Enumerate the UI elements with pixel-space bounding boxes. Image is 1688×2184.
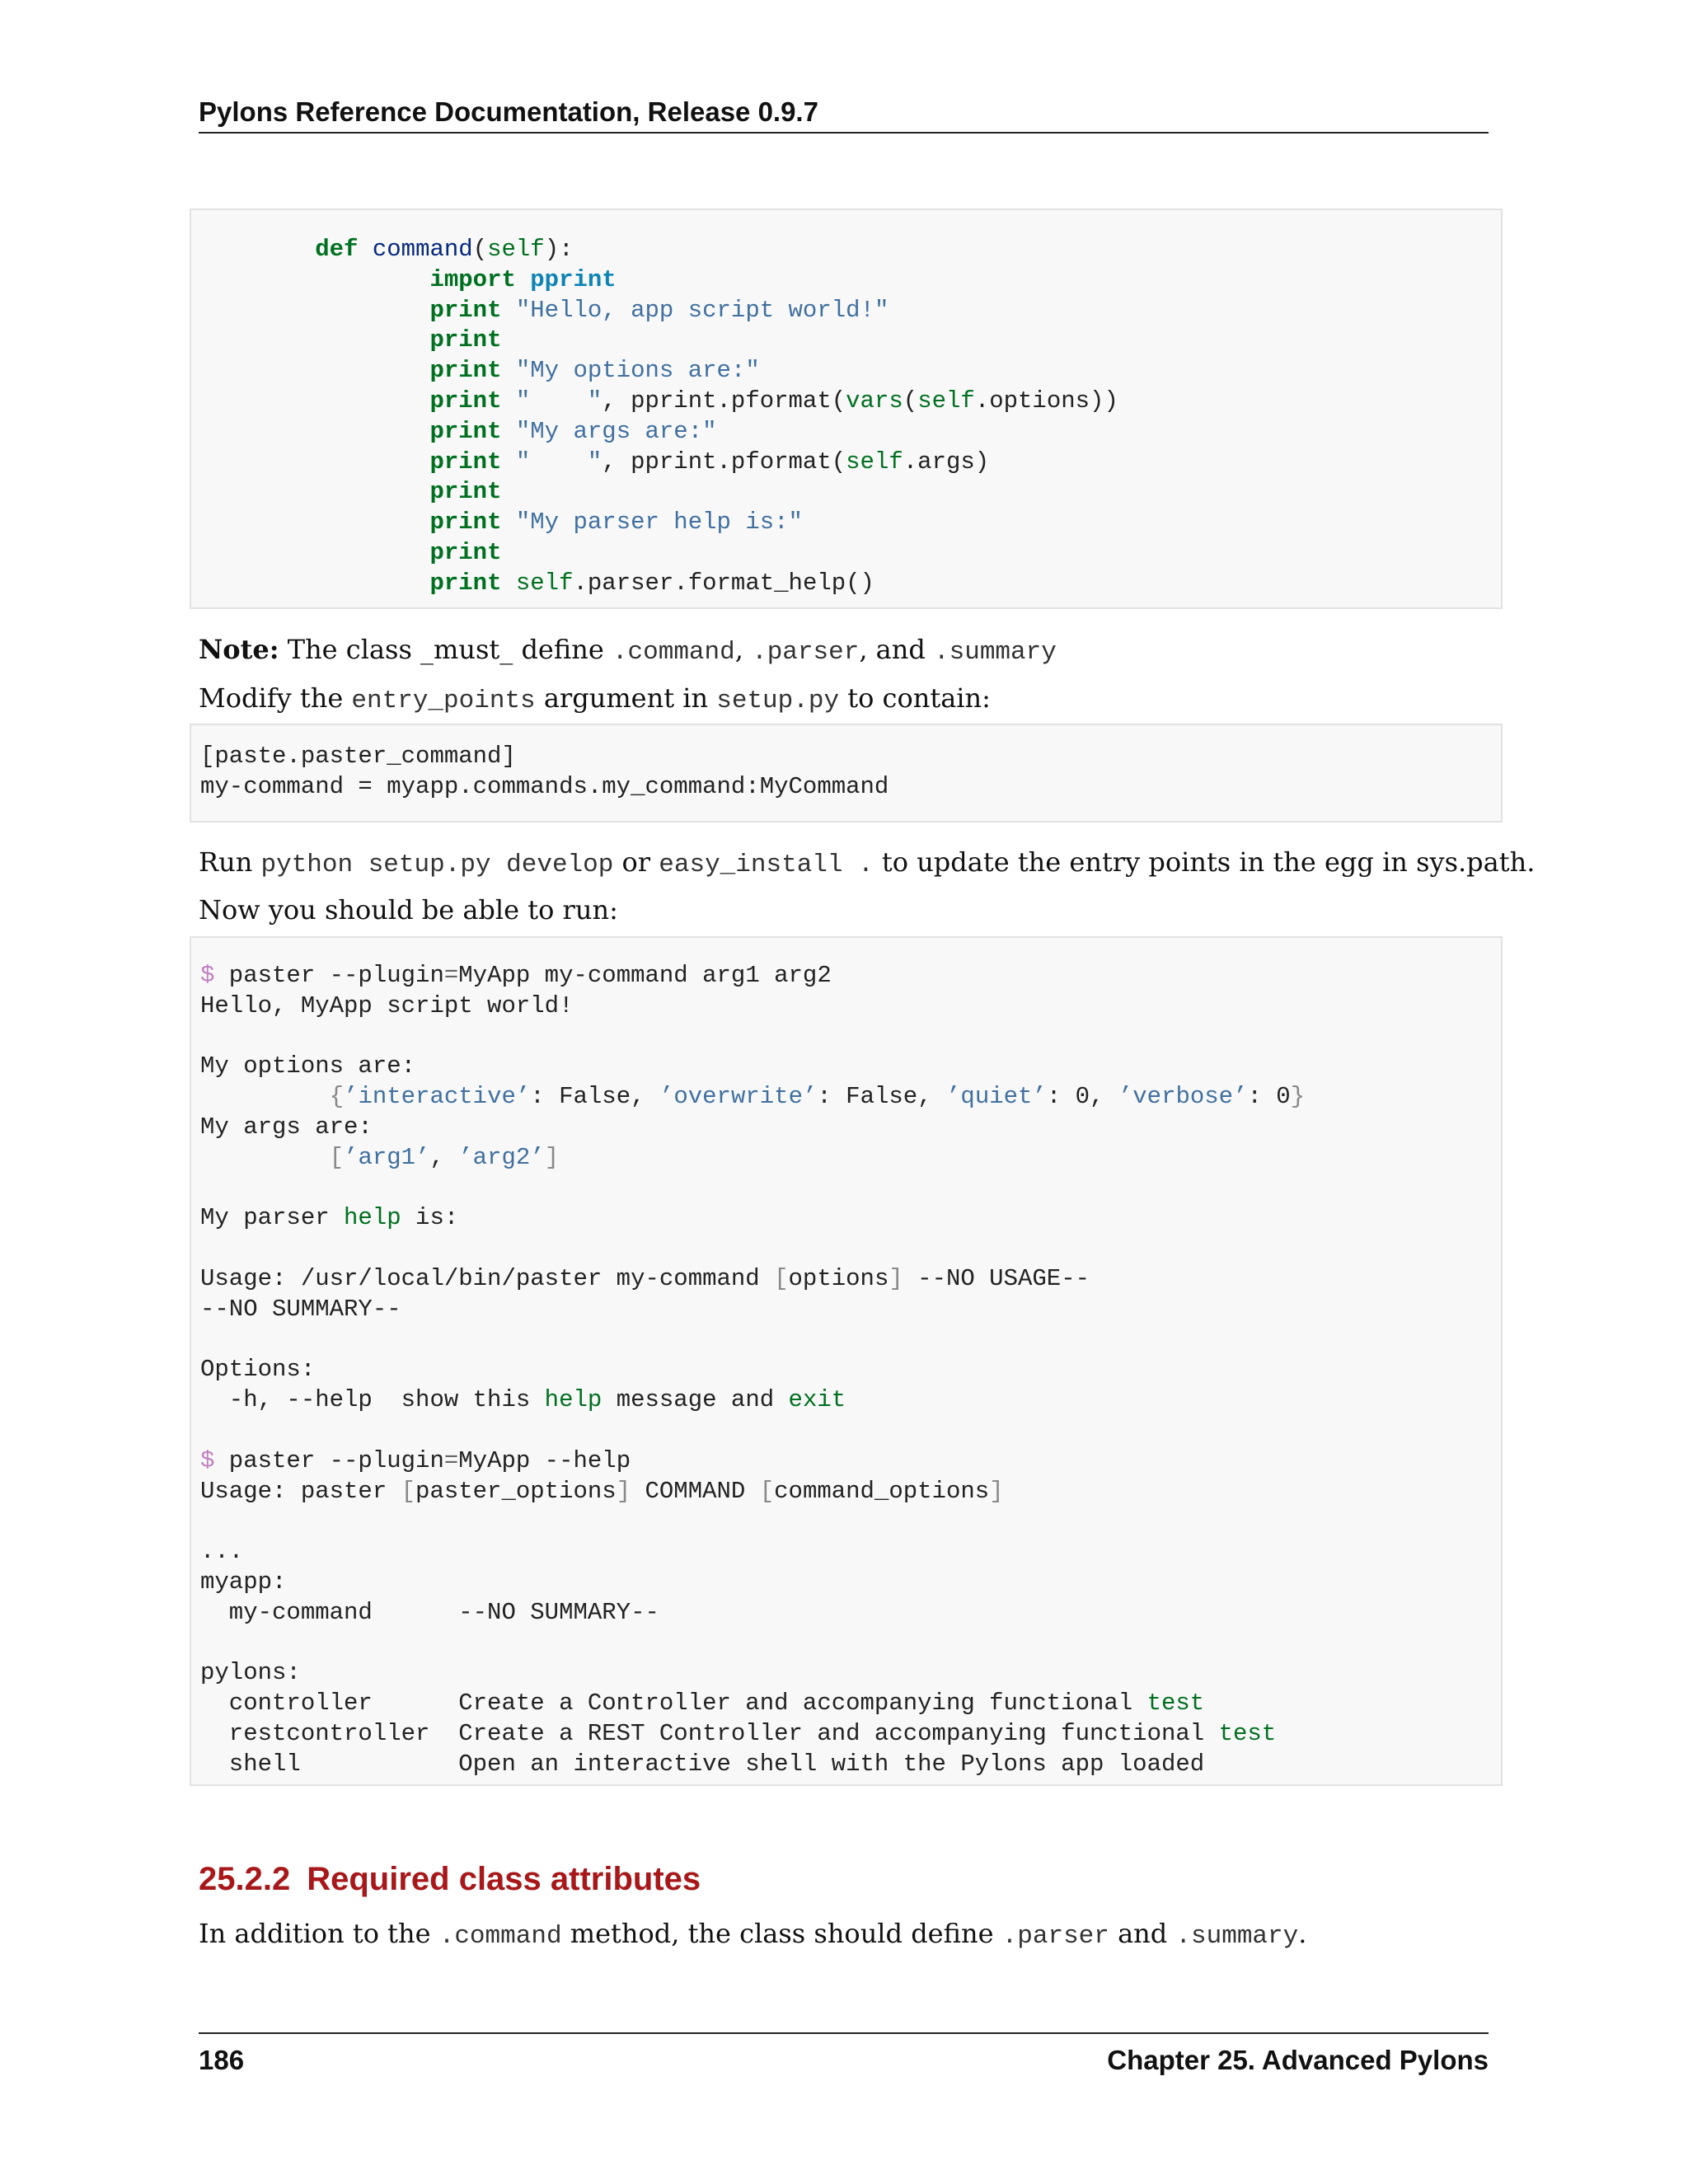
code-token: : False, [530, 1083, 659, 1111]
code-line [200, 1568, 1501, 1598]
code-token: : False, [817, 1083, 947, 1111]
running-header [199, 94, 1489, 134]
code-token: -h, --help show this [200, 1386, 545, 1414]
code-line [200, 235, 1501, 265]
code-token: [ [329, 1143, 345, 1171]
code-line [200, 1658, 1501, 1689]
now-paragraph: Now you should be able to run: [199, 894, 618, 926]
code-line [200, 448, 1501, 478]
code-token [200, 509, 429, 536]
code-token [516, 266, 530, 293]
code-token: .parser.format_help() [573, 569, 874, 597]
code-token: ’verbose’ [1118, 1083, 1248, 1111]
code-token: my-command --NO SUMMARY-- [200, 1598, 659, 1626]
code-token: MyApp --help [458, 1446, 631, 1474]
code-line [200, 1416, 1501, 1446]
code-token: ’overwrite’ [659, 1083, 818, 1111]
code-line [200, 1629, 1501, 1659]
code-token: print [429, 296, 502, 324]
code-token: message and [602, 1386, 789, 1414]
code-token [200, 448, 429, 476]
code-token: print [429, 357, 502, 385]
code-token: [ [774, 1264, 789, 1292]
code-line [200, 569, 1501, 599]
code-token [501, 509, 515, 536]
code-token: exit [788, 1386, 846, 1414]
code-token [200, 1144, 330, 1171]
chapter-title: Chapter 25. Advanced Pylons [1107, 2045, 1489, 2075]
code-token: Hello, MyApp script world! [200, 991, 574, 1019]
section-heading [199, 1858, 701, 1900]
code-token [200, 387, 429, 415]
code-token: options [788, 1264, 889, 1292]
code-command: .command [612, 638, 735, 667]
code-token: myapp: [200, 1568, 287, 1596]
code-token [200, 418, 429, 445]
code-token: paster_options [415, 1477, 617, 1505]
code-token: ’arg2’ [458, 1143, 545, 1171]
code-line [200, 1264, 1501, 1295]
page-number: 186 [199, 2045, 245, 2075]
code-token [200, 326, 429, 354]
code-line [200, 961, 1501, 991]
code-block-entry-points [190, 724, 1503, 823]
code-develop-command: python setup.py develop [260, 851, 614, 879]
code-line [200, 1174, 1501, 1204]
code-token: .args) [903, 448, 990, 476]
code-line [200, 1446, 1501, 1477]
code-line [200, 1477, 1501, 1507]
code-token: def [315, 236, 359, 263]
code-token: print [429, 538, 502, 566]
running-footer [199, 2032, 1489, 2079]
code-line [200, 742, 1501, 772]
code-block-terminal-session [190, 936, 1503, 1786]
section-number: 25.2.2 [199, 1861, 291, 1897]
code-token [501, 357, 515, 384]
code-token: ( [472, 236, 488, 263]
code-token: pylons: [200, 1659, 301, 1687]
code-token: test [1146, 1690, 1205, 1718]
section-title-text: Required class attributes [307, 1861, 701, 1897]
code-token: [ [401, 1477, 416, 1505]
code-token: ... [200, 1538, 244, 1566]
code-token: , [429, 1143, 459, 1171]
code-line [200, 1719, 1501, 1750]
code-token: print [429, 569, 502, 597]
code-token [501, 418, 515, 445]
code-token: ] [989, 1477, 1004, 1505]
note-label: Note: [199, 634, 279, 665]
code-line [200, 772, 1501, 803]
code-token [200, 236, 315, 263]
code-token: "Hello, app script world!" [515, 296, 889, 324]
code-line [200, 538, 1501, 569]
code-token: = [443, 962, 459, 989]
code-token: $ [200, 962, 215, 989]
code-token: , pprint.pformat( [602, 448, 846, 476]
code-token: = [443, 1446, 459, 1474]
code-line [200, 356, 1501, 387]
code-token: help [544, 1386, 603, 1414]
code-token: print [429, 387, 502, 415]
code-line [200, 1052, 1501, 1082]
code-token: command_options [774, 1477, 990, 1505]
code-token: { [329, 1083, 345, 1111]
note-paragraph: Note: The class _must_ define .command, .parser, and .summary [199, 634, 1057, 667]
code-token: [ [759, 1477, 775, 1505]
code-token: My parser [200, 1204, 345, 1232]
code-token: test [1218, 1719, 1277, 1747]
code-token: self [917, 387, 975, 415]
code-token: Options: [200, 1356, 316, 1384]
code-token [200, 1083, 330, 1110]
code-line [200, 477, 1501, 508]
code-summary: .summary [934, 638, 1057, 667]
code-token: print [429, 417, 502, 445]
code-line [200, 1295, 1501, 1325]
code-line [200, 1598, 1501, 1629]
code-line [200, 417, 1501, 448]
code-token [501, 297, 515, 324]
code-token: is: [401, 1204, 459, 1232]
code-line [200, 508, 1501, 538]
modify-paragraph: Modify the entry_points argument in setup.py to contain: [199, 682, 991, 715]
code-line [200, 1355, 1501, 1385]
code-token: paster --plugin [214, 962, 444, 989]
code-token: self [515, 569, 574, 597]
code-token [200, 539, 429, 566]
code-token [501, 569, 515, 597]
code-token: [paste.paster_command] [200, 743, 516, 770]
code-parser-attr: .parser [1001, 1922, 1109, 1951]
code-token [501, 387, 515, 415]
run-paragraph: Run python setup.py develop or easy_install . to update the entry points in the egg in sys.path. [199, 846, 1536, 879]
code-token [200, 297, 429, 324]
code-token [501, 448, 515, 476]
code-line [200, 1537, 1501, 1568]
code-token: " " [515, 387, 603, 415]
code-token: .options)) [974, 387, 1118, 415]
code-token: restcontroller Create a REST Controller and accompanying functional [200, 1719, 1219, 1747]
code-token: My options are: [200, 1052, 416, 1080]
code-token: controller Create a Controller and accompanying functional [200, 1690, 1147, 1718]
code-token: ] [544, 1143, 560, 1171]
code-token: : 0, [1046, 1083, 1118, 1111]
code-token [200, 569, 429, 597]
code-token: Usage: paster [200, 1477, 401, 1505]
code-token: COMMAND [631, 1477, 760, 1505]
code-token: MyApp my-command arg1 arg2 [458, 962, 832, 989]
code-entry-points: entry_points [351, 687, 536, 715]
code-token: "My options are:" [515, 357, 760, 385]
code-line [200, 296, 1501, 326]
code-token [200, 478, 429, 505]
code-token: : 0 [1247, 1083, 1291, 1111]
code-line [200, 1750, 1501, 1780]
code-token: print [429, 509, 502, 537]
code-line [200, 1022, 1501, 1052]
code-token: , pprint.pformat( [602, 387, 846, 415]
code-line [200, 1325, 1501, 1356]
code-summary-attr: .summary [1175, 1922, 1299, 1951]
code-token: ] [889, 1264, 903, 1292]
code-token: vars [846, 387, 903, 415]
addition-paragraph: In addition to the .command method, the class should define .parser and .summary. [199, 1918, 1307, 1951]
code-block-command-method [190, 209, 1503, 609]
code-token: command [372, 236, 473, 263]
code-token: --NO SUMMARY-- [200, 1295, 401, 1323]
code-line [200, 991, 1501, 1022]
code-token: "My args are:" [515, 417, 717, 445]
code-token: print [429, 478, 502, 506]
code-line [200, 1507, 1501, 1537]
code-token: my-command = myapp.commands.my_command:MyCommand [200, 772, 889, 800]
code-line [200, 1385, 1501, 1416]
code-token [200, 266, 429, 293]
header-title: Pylons Reference Documentation, Release 0.9.7 [199, 96, 818, 127]
code-token: $ [200, 1446, 215, 1474]
code-token: ] [616, 1477, 631, 1505]
code-token: ( [903, 387, 918, 415]
code-easy-install: easy_install . [659, 851, 874, 879]
code-token: self [487, 236, 545, 263]
code-token: self [846, 448, 903, 476]
code-token: paster --plugin [214, 1446, 444, 1474]
code-line [200, 1082, 1501, 1113]
code-command-attr: .command [438, 1922, 562, 1951]
code-token: Usage: /usr/local/bin/paster my-command [200, 1264, 775, 1292]
code-token: My args are: [200, 1113, 373, 1141]
code-token [200, 357, 429, 384]
code-setup-py: setup.py [716, 687, 840, 715]
code-line [200, 1113, 1501, 1143]
code-token: } [1290, 1083, 1306, 1111]
code-token: " " [515, 448, 603, 476]
code-token [358, 236, 372, 263]
code-token: "My parser help is:" [515, 509, 803, 537]
code-token: --NO USAGE-- [903, 1264, 1090, 1292]
code-token: shell Open an interactive shell with the Pylons app loaded [200, 1750, 1205, 1778]
code-line [200, 1234, 1501, 1264]
code-line [200, 326, 1501, 356]
code-token: ’quiet’ [946, 1083, 1047, 1111]
code-token: print [429, 448, 502, 476]
code-line [200, 1203, 1501, 1234]
code-token: print [429, 326, 502, 354]
code-parser: .parser [752, 638, 860, 667]
code-line [200, 387, 1501, 417]
code-token: ): [544, 236, 574, 263]
code-line [200, 265, 1501, 296]
code-token: help [344, 1204, 401, 1232]
code-token: import [429, 265, 516, 293]
code-token: pprint [530, 265, 617, 293]
code-token: ’interactive’ [344, 1083, 531, 1111]
code-token: ’arg1’ [344, 1143, 430, 1171]
code-line [200, 1689, 1501, 1719]
code-line [200, 1143, 1501, 1174]
